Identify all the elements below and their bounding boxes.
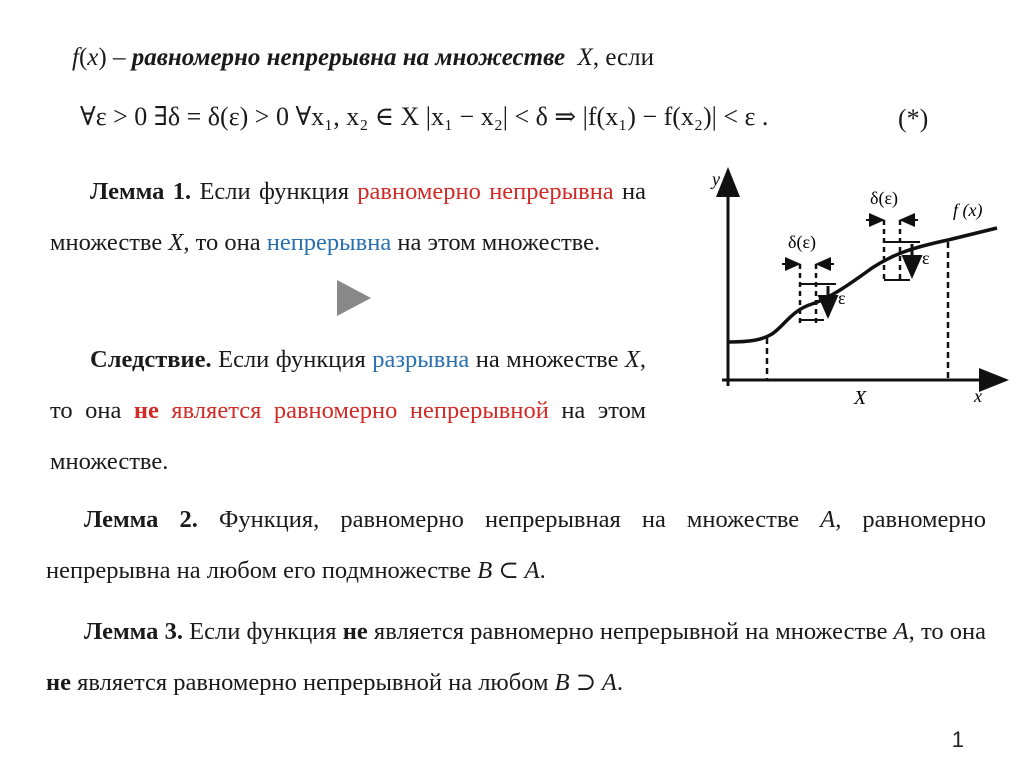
lemma-1-set: X [168, 229, 184, 256]
lemma-3-text-1: Если функция [182, 618, 343, 645]
lemma-1-uniform-term: равномерно непрерывна [357, 178, 614, 205]
lemma-1 [50, 166, 646, 268]
lemma-3-text-4: является равномерно непрерывной на любом [71, 669, 555, 696]
lemma-3-relation: B ⊃ A [554, 669, 617, 696]
formula-star-mark: (*) [898, 104, 929, 133]
definition-formula: ∀ε > 0 ∃δ = δ(ε) > 0 ∀x₁, x₂ ∈ X |x₁ − x₂| < δ ⇒ |f(x₁) − f(x₂)| < ε . [80, 102, 769, 131]
definition-dash: – [106, 44, 132, 71]
x-symbol: x [87, 44, 99, 71]
left-eps-label: ε [838, 288, 846, 308]
lemma-1-continuous-term: непрерывна [266, 229, 392, 256]
corollary-uniform-term: является равномерно непрерывной [158, 397, 549, 424]
lemma-2-text-3: . [539, 557, 546, 584]
lemma-3-text-2: является равномерно непрерывной на множестве [367, 618, 894, 645]
lemma-3-label: Лемма 3. [84, 618, 183, 645]
corollary-not: не [133, 397, 159, 424]
y-axis-label: y [712, 169, 720, 189]
lemma-2-text-2: , равномерно непрерывна на любом его подмножестве [46, 506, 986, 584]
f-symbol: f [72, 44, 79, 71]
uniform-continuity-graph [700, 160, 1020, 420]
corollary-text-2: на множестве [469, 346, 625, 373]
corollary-label: Следствие. [90, 346, 212, 373]
function-label: f (x) [953, 200, 983, 220]
lemma-2 [46, 494, 986, 596]
definition-line: f(x) – равномерно непрерывна на множестве X, если [72, 44, 654, 71]
lemma-2-label: Лемма 2. [84, 506, 198, 533]
lemma-2-relation: B ⊂ A [477, 557, 540, 584]
corollary-text-4: на этом множестве. [50, 397, 646, 475]
lemma-2-text-1: Функция, равномерно непрерывная на множестве [197, 506, 821, 533]
lemma-3-not-1: не [342, 618, 368, 645]
lemma-3 [46, 606, 986, 708]
lemma-1-text-2: на множестве [50, 178, 646, 256]
lemma-2-set: A [820, 506, 836, 533]
lemma-3-text-5: . [616, 669, 624, 696]
corollary-text-1: Если функция [211, 346, 373, 373]
lemma-3-not-2: не [46, 669, 71, 696]
corollary-set: X [624, 346, 640, 373]
lemma-3-set: A [893, 618, 909, 645]
left-delta-label: δ(ε) [788, 232, 817, 252]
lemma-1-label: Лемма 1. [90, 178, 192, 205]
lemma-1-text-1: Если функция [191, 178, 358, 205]
lemma-3-text-3: , то она [908, 618, 987, 645]
corollary-discontinuous-term: разрывна [372, 346, 470, 373]
function-curve [728, 228, 997, 342]
definition-tail: , если [592, 44, 654, 71]
definition-phrase: равномерно непрерывна на множестве [131, 44, 566, 71]
corollary-text-3: , то она [50, 346, 646, 424]
lemma-1-text-3: , то она [183, 229, 267, 256]
play-arrow-icon[interactable] [337, 280, 371, 316]
definition-set: X [577, 44, 593, 71]
set-x-label: X [854, 387, 867, 409]
corollary [50, 334, 646, 487]
right-eps-label: ε [922, 248, 930, 268]
x-axis-label: x [974, 386, 982, 406]
lemma-1-text-4: на этом множестве. [391, 229, 601, 256]
page-number: 1 [951, 727, 964, 752]
right-delta-label: δ(ε) [870, 188, 899, 208]
